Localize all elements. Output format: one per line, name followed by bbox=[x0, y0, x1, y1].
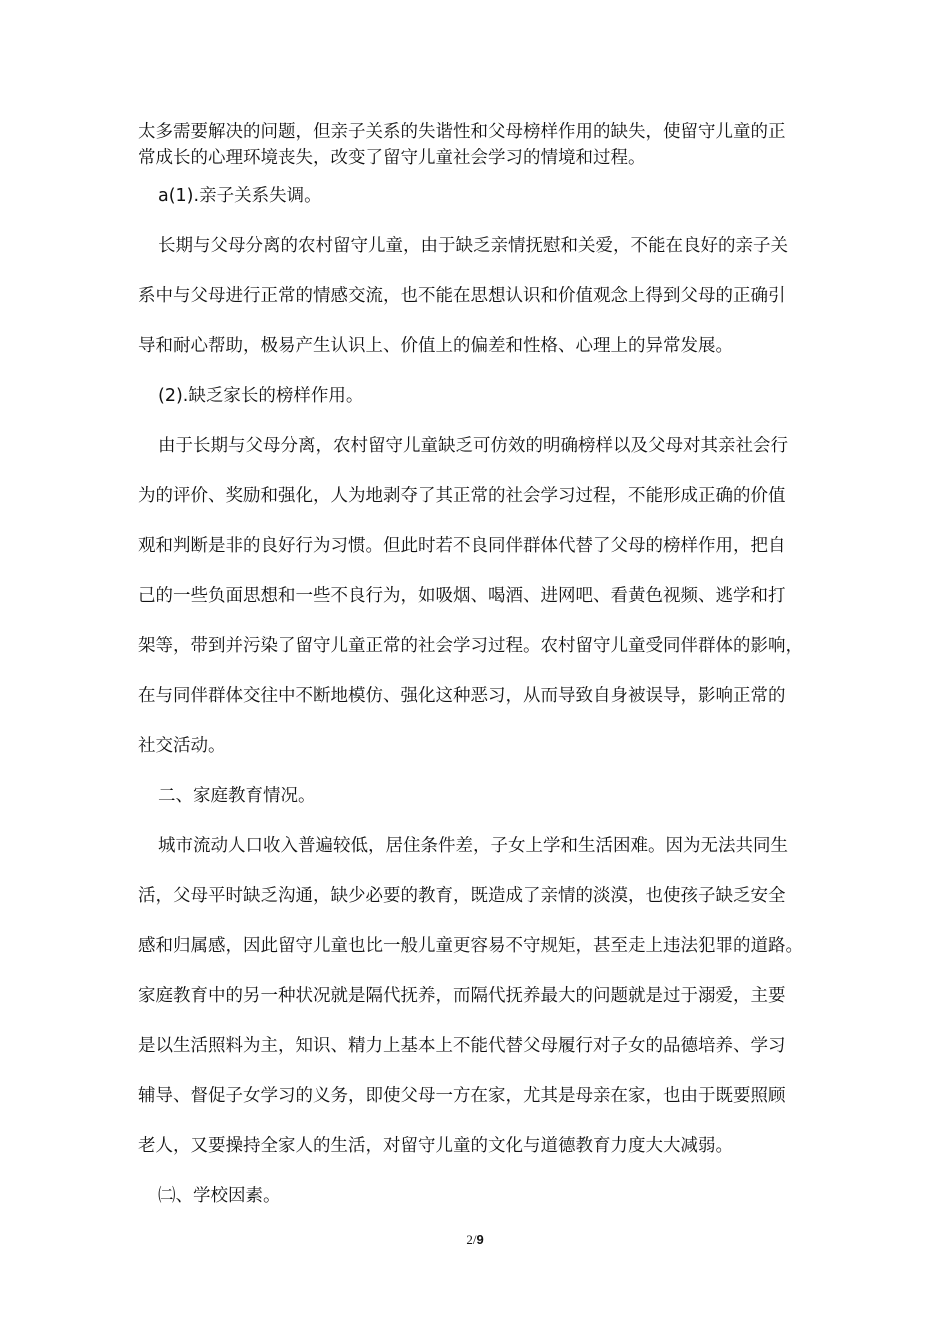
section-heading: (2).缺乏家长的榜样作用。 bbox=[158, 386, 364, 406]
section-heading: ㈡、学校因素。 bbox=[158, 1186, 281, 1206]
paragraph-line: 常成长的心理环境丧失，改变了留守儿童社会学习的情境和过程。 bbox=[138, 148, 646, 168]
paragraph-line: 活，父母平时缺乏沟通，缺少必要的教育，既造成了亲情的淡漠，也使孩子缺乏安全 bbox=[138, 886, 786, 906]
paragraph-line: 观和判断是非的良好行为习惯。但此时若不良同伴群体代替了父母的榜样作用，把自 bbox=[138, 536, 786, 556]
section-heading: a(1).亲子关系失调。 bbox=[158, 186, 322, 206]
paragraph-line: 感和归属感，因此留守儿童也比一般儿童更容易不守规矩，甚至走上违法犯罪的道路。 bbox=[138, 936, 803, 956]
paragraph-line: 太多需要解决的问题，但亲子关系的失谐性和父母榜样作用的缺失，使留守儿童的正 bbox=[138, 122, 786, 142]
paragraph-line: 城市流动人口收入普遍较低，居住条件差，子女上学和生活困难。因为无法共同生 bbox=[158, 836, 788, 856]
paragraph-line: 辅导、督促子女学习的义务，即使父母一方在家，尤其是母亲在家，也由于既要照顾 bbox=[138, 1086, 786, 1106]
paragraph-line: 社交活动。 bbox=[138, 736, 226, 756]
paragraph-line: 导和耐心帮助，极易产生认识上、价值上的偏差和性格、心理上的异常发展。 bbox=[138, 336, 733, 356]
paragraph-line: 系中与父母进行正常的情感交流，也不能在思想认识和价值观念上得到父母的正确引 bbox=[138, 286, 786, 306]
page-total: 9 bbox=[476, 1232, 484, 1247]
paragraph-line: 家庭教育中的另一种状况就是隔代抚养，而隔代抚养最大的问题就是过于溺爱，主要 bbox=[138, 986, 786, 1006]
page-current: 2/ bbox=[466, 1232, 477, 1247]
paragraph-line: 由于长期与父母分离，农村留守儿童缺乏可仿效的明确榜样以及父母对其亲社会行 bbox=[158, 436, 788, 456]
paragraph-line: 老人，又要操持全家人的生活，对留守儿童的文化与道德教育力度大大减弱。 bbox=[138, 1136, 733, 1156]
paragraph-line: 长期与父母分离的农村留守儿童，由于缺乏亲情抚慰和关爱，不能在良好的亲子关 bbox=[158, 236, 788, 256]
paragraph-line: 是以生活照料为主，知识、精力上基本上不能代替父母履行对子女的品德培养、学习 bbox=[138, 1036, 786, 1056]
paragraph-line: 在与同伴群体交往中不断地模仿、强化这种恶习，从而导致自身被误导，影响正常的 bbox=[138, 686, 786, 706]
paragraph-line: 为的评价、奖励和强化，人为地剥夺了其正常的社会学习过程，不能形成正确的价值 bbox=[138, 486, 786, 506]
paragraph-line: 己的一些负面思想和一些不良行为，如吸烟、喝酒、进网吧、看黄色视频、逃学和打 bbox=[138, 586, 786, 606]
section-heading: 二、家庭教育情况。 bbox=[158, 786, 316, 806]
page-number bbox=[0, 1232, 950, 1248]
paragraph-line: 架等，带到并污染了留守儿童正常的社会学习过程。农村留守儿童受同伴群体的影响， bbox=[138, 636, 803, 656]
